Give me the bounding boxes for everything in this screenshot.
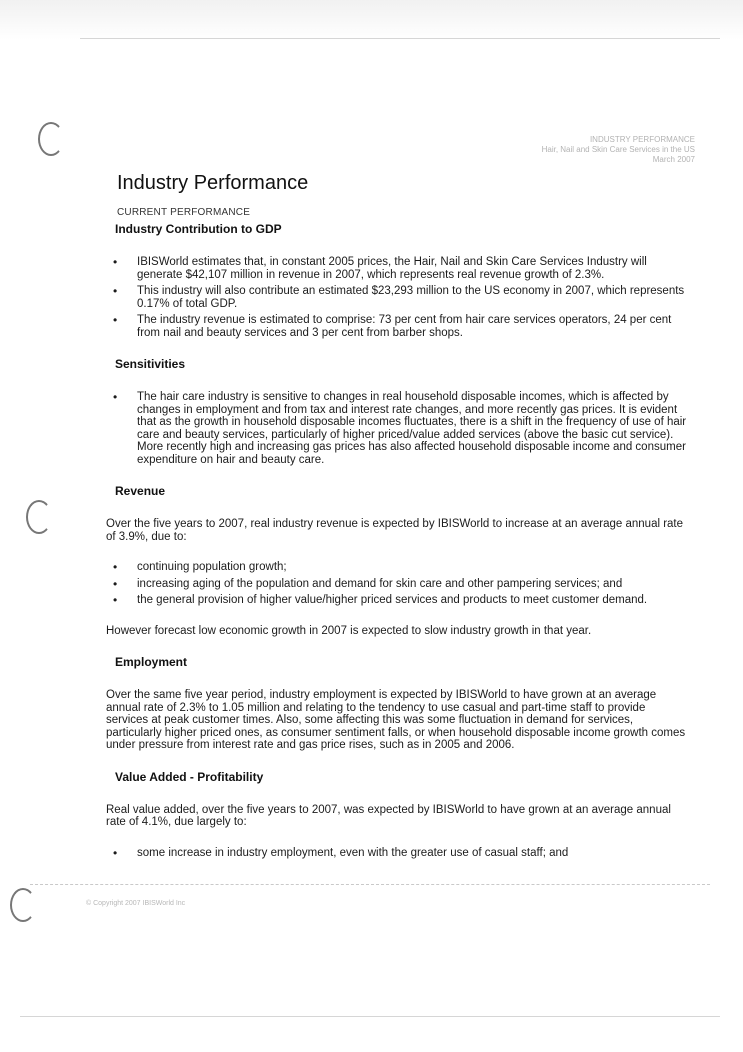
list-item: • continuing population growth;: [137, 561, 688, 574]
section-sensitivities: [103, 357, 688, 466]
gdp-bullet-list: [103, 256, 688, 339]
current-performance-label: CURRENT PERFORMANCE: [117, 207, 251, 218]
section-heading-gdp: Industry Contribution to GDP: [115, 222, 282, 236]
value-added-bullet-list: [103, 847, 688, 860]
list-item: • The hair care industry is sensitive to changes in real household disposable incomes, which is affected by changes in employment and from tax and interest rate changes, and more recently gas prices. It is evident that as the growth in household disposable incomes fluctuates, there is a shift in the frequency of use of hair care and beauty services, particularly of higher priced/value added services (above the basic cut service). More recently high and increasing gas prices has also affected household disposable income and consumer expenditure on hair and beauty care.: [137, 391, 688, 466]
section-heading-revenue: Revenue: [115, 484, 166, 498]
punch-hole-icon: [38, 122, 64, 156]
section-revenue: [103, 484, 688, 637]
list-item: • IBISWorld estimates that, in constant 2005 prices, the Hair, Nail and Skin Care Services Industry will generate $42,107 million in revenue in 2007, which represents real revenue growth of 2.3%.: [137, 256, 688, 281]
running-header: [542, 135, 695, 165]
list-item: • This industry will also contribute an estimated $23,293 million to the US economy in 2007, which represents 0.17% of total GDP.: [137, 285, 688, 310]
section-heading-value-added: Value Added - Profitability: [115, 769, 264, 784]
document-body: [103, 172, 688, 877]
section-value-added: [103, 770, 688, 860]
page-title: Industry Performance: [117, 172, 309, 194]
revenue-bullet-list: [103, 561, 688, 607]
section-heading-sensitivities: Sensitivities: [115, 357, 186, 371]
scan-line-top: [80, 38, 720, 39]
scan-shadow: [0, 0, 743, 40]
header-report-title: Hair, Nail and Skin Care Services in the US: [541, 145, 695, 154]
footer-copyright: © Copyright 2007 IBISWorld Inc: [86, 900, 186, 907]
employment-text: Over the same five year period, industry employment is expected by IBISWorld to have grown at an average annual rate of 2.3% to 1.05 million and relating to the tendency to use casual and part-time staff to provide services at peak customer times. Also, some affecting this was some fluctuation in demand for services, particularly higher priced ones, as consumer sentiment falls, or when household disposable income growth comes under pressure from interest rate and gas price rises, such as in 2005 and 2006.: [106, 689, 686, 751]
section-gdp: [103, 222, 688, 339]
list-item: • some increase in industry employment, even with the greater use of casual staff; and: [137, 847, 688, 860]
value-added-intro: Real value added, over the five years to 2007, was expected by IBISWorld to have grown at an average annual rate of 4.1%, due largely to:: [106, 803, 671, 828]
sensitivities-bullet-list: [103, 391, 688, 466]
list-item: • the general provision of higher value/higher priced services and products to meet customer demand.: [137, 594, 688, 607]
scan-line-bottom: [20, 1016, 720, 1017]
section-employment: [103, 655, 688, 752]
list-item: • The industry revenue is estimated to comprise: 73 per cent from hair care services operators, 24 per cent from nail and beauty services and 3 per cent from barber shops.: [137, 314, 688, 339]
footer-rule: [30, 884, 710, 885]
punch-hole-icon: [26, 500, 52, 534]
list-item: • increasing aging of the population and demand for skin care and other pampering services; and: [137, 578, 688, 591]
revenue-outro: However forecast low economic growth in 2007 is expected to slow industry growth in that year.: [106, 624, 592, 637]
punch-hole-icon: [10, 888, 36, 922]
section-heading-employment: Employment: [115, 655, 188, 669]
revenue-intro: Over the five years to 2007, real industry revenue is expected by IBISWorld to increase at an average annual rate of 3.9%, due to:: [106, 518, 684, 543]
header-section: INDUSTRY PERFORMANCE: [589, 135, 695, 144]
header-date: March 2007: [652, 155, 695, 164]
